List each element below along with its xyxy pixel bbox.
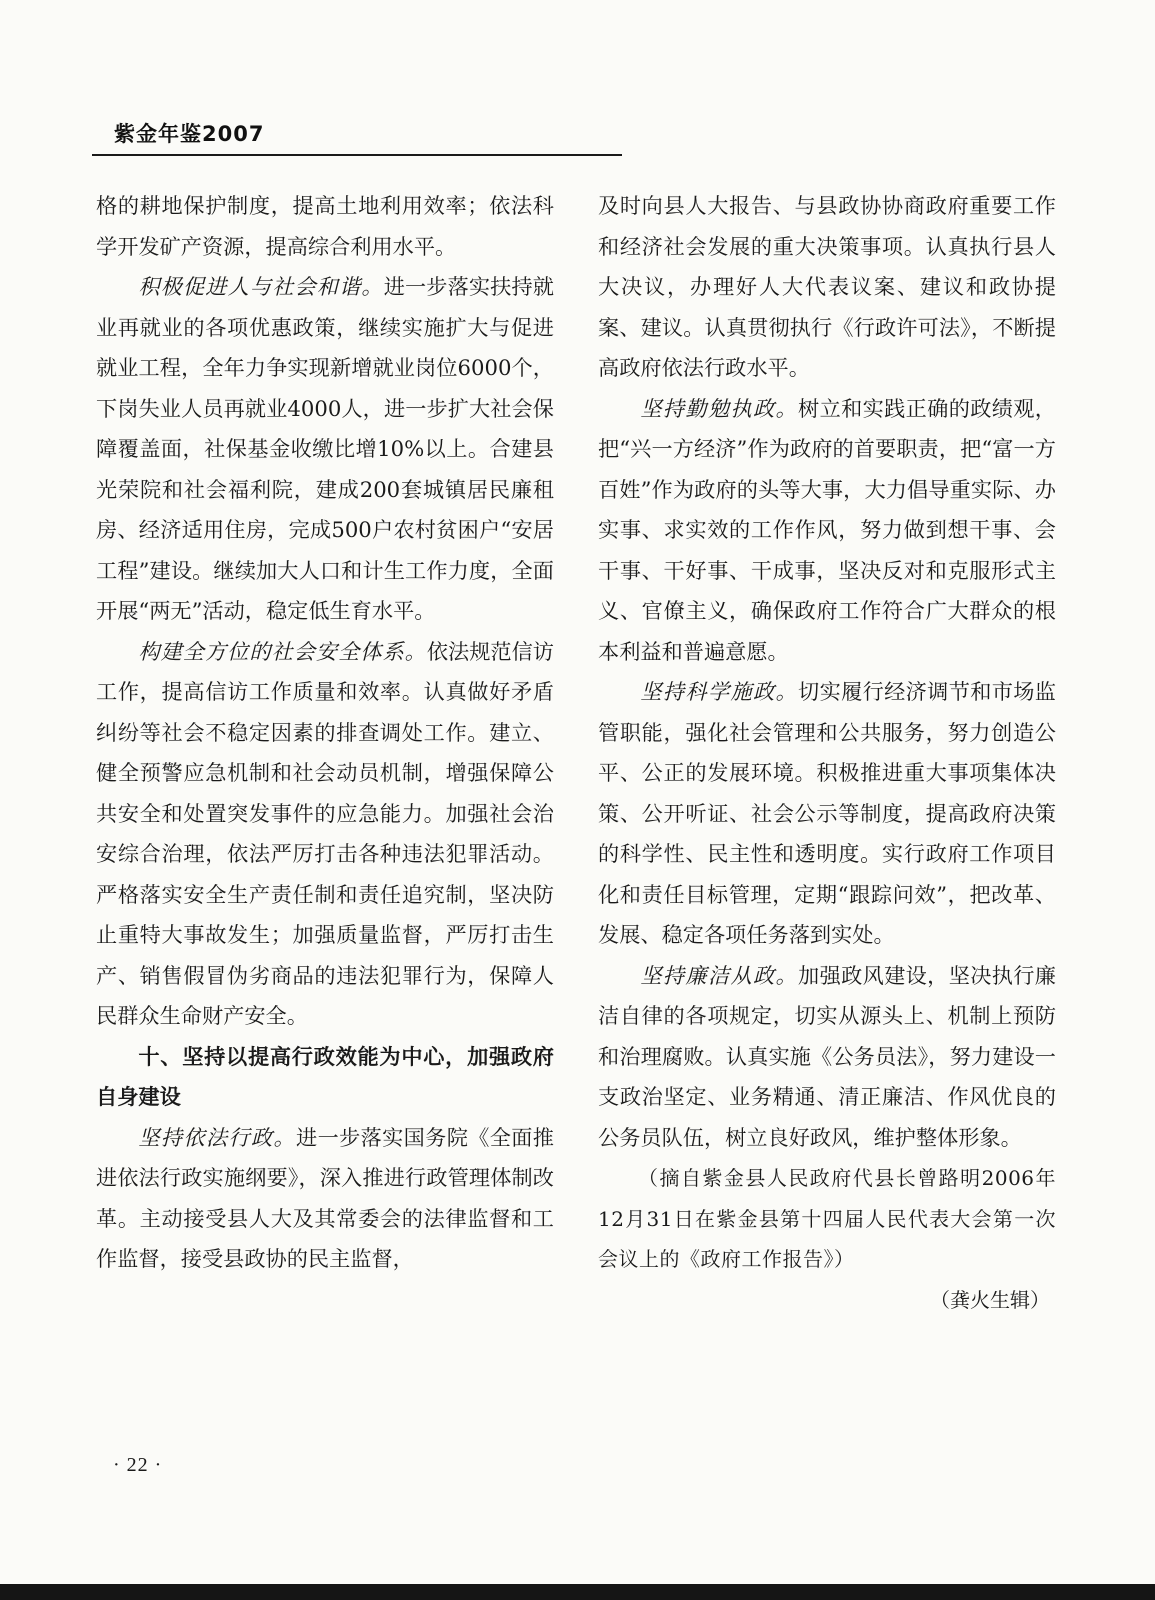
paragraph-body: 树立和实践正确的政绩观，把“兴一方经济”作为政府的首要职责，把“富一方百姓”作为政府的头等大事，大力倡导重实际、办实事、求实效的工作作风，努力做到想干事、会干事、干好事、干成事，坚决反对和克服形式主义、官僚主义，确保政府工作符合广大群众的根本利益和普遍意愿。 [598,395,1056,664]
paragraph-clean-governance [598,956,1056,1159]
editor-credit: （龚火生辑） [930,1287,1050,1312]
paragraph-body: 进一步落实扶持就业再就业的各项优惠政策，继续实施扩大与促进就业工程，全年力争实现新增就业岗位6000个，下岗失业人员再就业4000人，进一步扩大社会保障覆盖面，社保基金收缴比增10%以上。合建县光荣院和社会福利院，建成200套城镇居民廉租房、经济适用住房，完成500户农村贫困户“安居工程”建设。继续加大人口和计生工作力度，全面开展“两无”活动，稳定低生育水平。 [96,274,554,623]
header-rule [92,154,622,156]
right-column [598,186,1056,1320]
paragraph-lead: 坚持廉洁从政。 [640,962,799,988]
paragraph-lawful-administration [96,1118,554,1280]
page-number: · 22 · [113,1454,163,1476]
page-header [92,118,622,158]
paragraph-continuation: 及时向县人大报告、与县政协协商政府重要工作和经济社会发展的重大决策事项。认真执行县人大决议，办理好人大代表议案、建议和政协提案、建议。认真贯彻执行《行政许可法》，不断提高政府依法行政水平。 [598,193,1056,380]
paragraph-continuation: 格的耕地保护制度，提高土地利用效率；依法科学开发矿产资源，提高综合利用水平。 [96,193,554,259]
paragraph-lead: 坚持依法行政。 [138,1124,297,1150]
paragraph-lead: 积极促进人与社会和谐。 [138,274,384,299]
paragraph-lead: 坚持科学施政。 [640,679,799,704]
paragraph-lead: 构建全方位的社会安全体系。 [138,638,427,664]
left-column [96,186,554,1280]
paragraph-body: 加强政风建设，坚决执行廉洁自律的各项规定，切实从源头上、机制上预防和治理腐败。认真实施《公务员法》，努力建设一支政治坚定、业务精通、清正廉洁、作风优良的公务员队伍，树立良好政风，维护整体形象。 [598,962,1056,1150]
paragraph-body: 进一步落实国务院《全面推进依法行政实施纲要》，深入推进行政管理体制改革。主动接受县人大及其常委会的法律监督和工作监督，接受县政协的民主监督， [96,1124,554,1271]
paragraph-body: 依法规范信访工作，提高信访工作质量和效率。认真做好矛盾纠纷等社会不稳定因素的排查调处工作。建立、健全预警应急机制和社会动员机制，增强保障公共安全和处置突发事件的应急能力。加强社会治安综合治理，依法严厉打击各种违法犯罪活动。严格落实安全生产责任制和责任追究制，坚决防止重特大事故发生；加强质量监督，严厉打击生产、销售假冒伪劣商品的违法犯罪行为，保障人民群众生命财产安全。 [96,638,554,1028]
paragraph-diligent-governance [598,389,1056,673]
paragraph-lead: 坚持勤勉执政。 [640,395,799,421]
source-citation: （摘自紫金县人民政府代县长曾路明2006年12月31日在紫金县第十四届人民代表大会第一次会议上的《政府工作报告》） [598,1166,1056,1271]
yearbook-title: 紫金年鉴2007 [114,122,265,146]
paragraph-social-security [96,632,554,1037]
paragraph-scientific-governance [598,672,1056,956]
scan-edge-bar [0,1584,1155,1600]
paragraph-social-harmony [96,267,554,632]
paragraph-body: 切实履行经济调节和市场监管职能，强化社会管理和公共服务，努力创造公平、公正的发展环境。积极推进重大事项集体决策、公开听证、社会公示等制度，提高政府决策的科学性、民主性和透明度。实行政府工作项目化和责任目标管理，定期“跟踪问效”，把改革、发展、稳定各项任务落到实处。 [598,679,1056,947]
section-heading: 十、坚持以提高行政效能为中心，加强政府自身建设 [96,1043,554,1109]
